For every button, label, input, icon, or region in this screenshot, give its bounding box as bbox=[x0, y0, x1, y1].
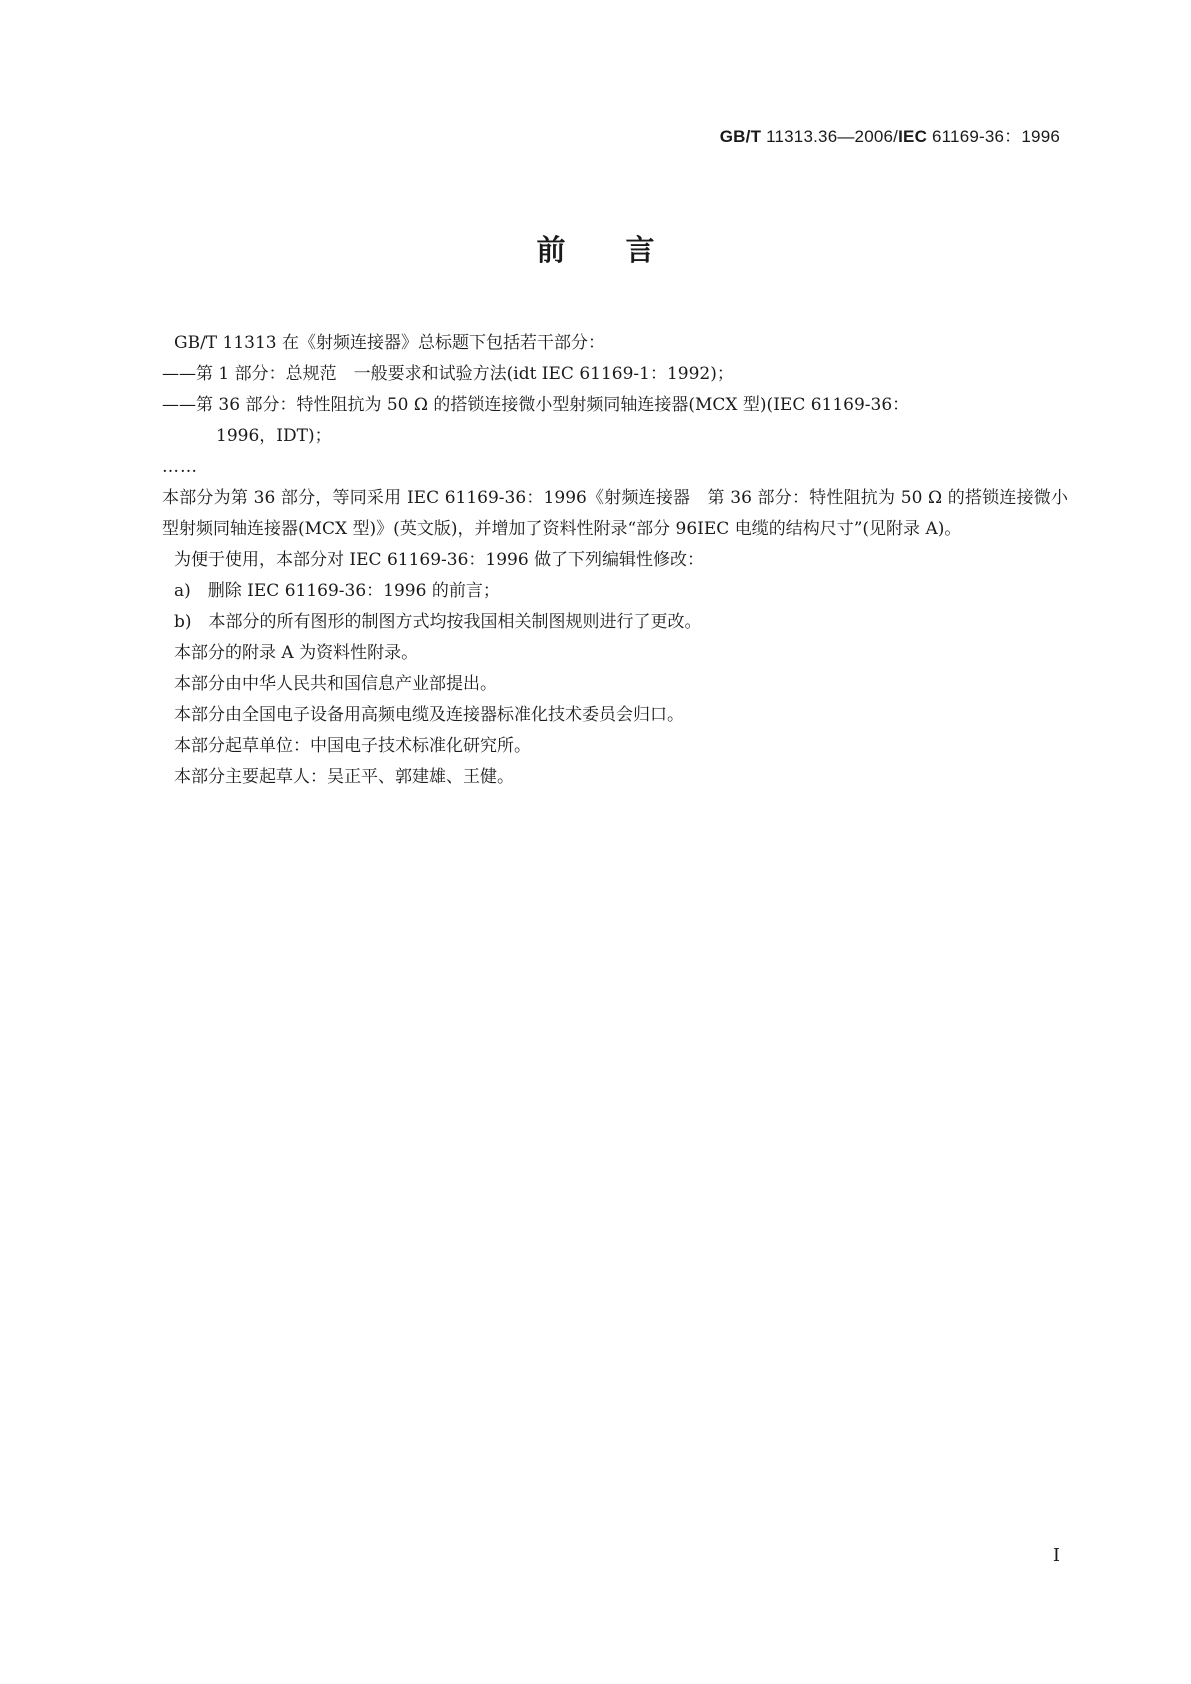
part-36-line: ——第 36 部分：特性阻抗为 50 Ω 的搭锁连接微小型射频同轴连接器(MCX 型)(IEC 61169-36： bbox=[162, 395, 910, 415]
part-1-line: ——第 1 部分：总规范 一般要求和试验方法(idt IEC 61169-1：1992)； bbox=[162, 364, 734, 384]
code-iec-number: 61169-36：1996 bbox=[932, 127, 1060, 146]
drafting-unit-note: 本部分起草单位：中国电子技术标准化研究所。 bbox=[174, 736, 531, 756]
main-paragraph: 本部分为第 36 部分，等同采用 IEC 61169-36：1996《射频连接器 第 36 部分：特性阻抗为 50 Ω 的搭锁连接微小型射频同轴连接器(MCX 型)》(英文版)，并增加了资料性附录“部分 96IEC 电缆的结构尺寸”(见附录 A)。 bbox=[162, 488, 1068, 539]
modification-intro: 为便于使用，本部分对 IEC 61169-36：1996 做了下列编辑性修改： bbox=[174, 550, 705, 570]
page-number: I bbox=[1052, 1545, 1060, 1566]
ellipsis-line: …… bbox=[162, 457, 198, 477]
committee-note: 本部分由全国电子设备用高频电缆及连接器标准化技术委员会归口。 bbox=[174, 705, 684, 725]
drafters-note: 本部分主要起草人：吴正平、郭建雄、王健。 bbox=[174, 767, 514, 787]
standard-code-header bbox=[720, 122, 1060, 147]
modification-b: b) 本部分的所有图形的制图方式均按我国相关制图规则进行了更改。 bbox=[174, 612, 702, 632]
modification-a: a) 删除 IEC 61169-36：1996 的前言； bbox=[174, 581, 500, 601]
page-title: 前言 bbox=[536, 233, 715, 267]
code-prefix: GB/T bbox=[719, 127, 762, 146]
intro-line: GB/T 11313 在《射频连接器》总标题下包括若干部分： bbox=[174, 333, 606, 353]
foreword-body bbox=[162, 328, 1068, 793]
part-36-line-cont: 1996，IDT)； bbox=[216, 426, 332, 446]
code-iec-prefix: IEC bbox=[898, 127, 928, 146]
proposer-note: 本部分由中华人民共和国信息产业部提出。 bbox=[174, 674, 497, 694]
code-number: 11313.36—2006/ bbox=[766, 127, 899, 146]
annex-note: 本部分的附录 A 为资料性附录。 bbox=[174, 643, 419, 663]
